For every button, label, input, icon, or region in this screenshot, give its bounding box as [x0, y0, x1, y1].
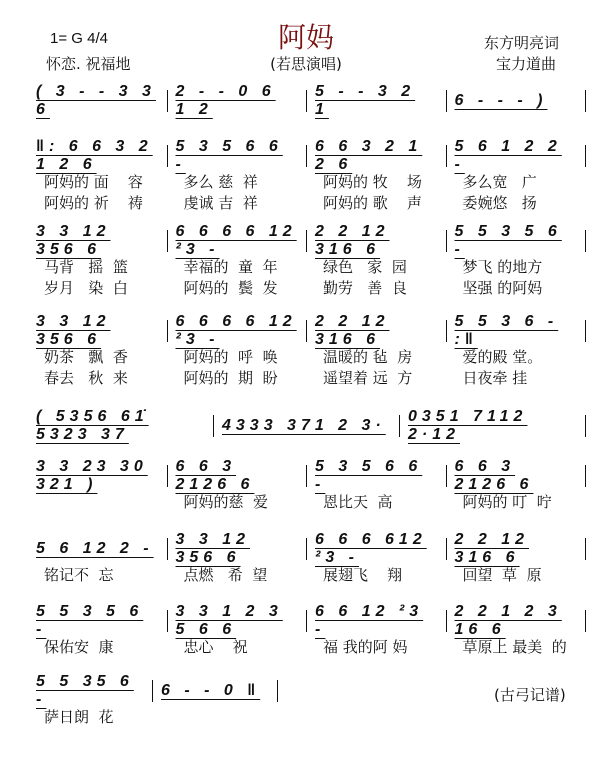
measure [168, 531, 308, 566]
measure [447, 531, 587, 566]
measure-notes: 6 6 3 2 1 2 6 [315, 138, 423, 173]
lyric-segment: 福 我的阿 妈 [323, 638, 408, 656]
measure [447, 138, 587, 173]
notation-line [28, 673, 278, 708]
measure-notes: 3 3 12 356 6 [175, 531, 250, 566]
measure [447, 458, 587, 493]
measure [168, 83, 308, 118]
measure [168, 603, 308, 638]
measure [168, 458, 308, 493]
composer-credit: 宝力道曲 [496, 55, 557, 73]
lyric-segment [28, 491, 168, 512]
lyric-segment: 勤劳 善 良 [323, 279, 407, 297]
measure [307, 138, 447, 173]
lyric-segment: 幸福的 童 年 [183, 258, 278, 276]
lyric-segment: 阿妈的 鬓 发 [183, 279, 278, 297]
measure-notes: 3 3 12 356 6 [36, 223, 111, 258]
lyric-segment: 春去 秋 来 [44, 369, 128, 387]
lyric-segment: 回望 草 原 [462, 566, 542, 584]
measure [28, 83, 168, 118]
lyricist-credit: 东方明亮词 [484, 34, 560, 52]
measure-notes: 5 6 12 2 - [36, 540, 154, 557]
notation-line [28, 83, 586, 118]
measure [307, 83, 447, 118]
measure [28, 603, 168, 638]
notation-line [28, 408, 586, 443]
lyrics-line [28, 346, 586, 367]
key-signature: 1= G 4/4 [50, 30, 108, 47]
lyrics-line [28, 256, 586, 277]
lyrics-line [28, 636, 586, 657]
lyric-segment: 马背 摇 篮 [44, 258, 128, 276]
lyric-segment: 爱的殿 堂。 [462, 348, 543, 366]
song-title: 阿妈 [277, 21, 334, 54]
lyric-segment: 梦飞 的地方 [462, 258, 543, 276]
measure [307, 603, 447, 638]
measure [168, 313, 308, 348]
notation-line [28, 223, 586, 258]
measure-notes: 6 6 6 6 12 ²3 - [175, 223, 297, 258]
measure [400, 408, 586, 443]
measure [447, 90, 587, 112]
notation-line [28, 603, 586, 638]
measure-notes: 5 5 3 5 6 - [454, 223, 562, 258]
measure-notes: ‖: 6 6 3 2 1 2 6 [36, 138, 153, 173]
notation-line [28, 138, 586, 173]
lyric-segment: 多么 慈 祥 [183, 173, 258, 191]
measure [28, 138, 168, 173]
lyrics-line [28, 491, 586, 512]
measure-notes: 5 3 5 6 6 - [175, 138, 283, 173]
measure-notes: 2 2 12 316 6 [454, 531, 529, 566]
lyric-segment: 阿妈的慈 爱 [183, 493, 269, 511]
measure [168, 138, 308, 173]
lyrics-line [28, 277, 586, 298]
lyric-segment: 展翅飞 翔 [323, 566, 403, 584]
notation-line [28, 313, 586, 348]
lyric-segment: 阿妈的 歌 声 [323, 194, 422, 212]
measure-notes: 2 - - 0 6 1 2 [175, 83, 276, 118]
measure-notes: 2 2 1 2 3 16 6 [454, 603, 562, 638]
measure [447, 313, 587, 348]
measure [28, 408, 214, 443]
measure [28, 223, 168, 258]
measure [28, 458, 168, 493]
measure [307, 313, 447, 348]
measure [28, 538, 168, 560]
lyric-segment: 阿妈的 呼 唤 [183, 348, 278, 366]
singer-credit: (若思演唱) [270, 55, 342, 73]
measure [214, 415, 400, 437]
measure-notes: 5 5 3 5 6 - [36, 603, 144, 638]
lyric-segment: 阿妈的 祈 祷 [44, 194, 143, 212]
measure-notes: 6 6 12 ²3 - [315, 603, 424, 638]
measure-notes: 6 6 3 2126 6 [454, 458, 534, 493]
lyrics-line [28, 171, 586, 192]
lyric-segment: 坚强 的阿妈 [462, 279, 543, 297]
lyrics-line [28, 564, 586, 585]
measure-notes: 5 - - 3 2 1 [315, 83, 416, 118]
lyrics-line [28, 706, 278, 727]
measure-notes: ( 3 - - 3 3 6 [36, 83, 156, 118]
lyric-segment: 绿色 家 园 [323, 258, 407, 276]
measure-notes: 3 3 1 2 3 5 6 6 [175, 603, 283, 638]
lyrics-line [28, 367, 586, 388]
lyric-segment: 日夜牵 挂 [462, 369, 528, 387]
measure-notes: 6 6 3 2126 6 [175, 458, 255, 493]
lyric-segment: 阿妈的 叮 咛 [462, 493, 552, 511]
lyric-segment: 委婉悠 扬 [462, 194, 537, 212]
measure-notes: 2 2 12 316 6 [315, 313, 390, 348]
measure-notes: 6 6 6 6 12 ²3 - [175, 313, 297, 348]
measure [307, 458, 447, 493]
measure-notes: 5 5 35 6 - [36, 673, 134, 708]
lyric-segment: 温暖的 毡 房 [323, 348, 413, 366]
measure [168, 223, 308, 258]
measure [307, 531, 447, 566]
measure-notes: 5 5 3 6 - :‖ [454, 313, 559, 348]
measure-notes: 5 6 1 2 2 - [454, 138, 562, 173]
lyric-segment: 恩比天 高 [323, 493, 393, 511]
measure-notes: 5 3 5 6 6 - [315, 458, 423, 493]
lyric-segment: 岁月 染 白 [44, 279, 128, 297]
lyric-segment: 遥望着 远 方 [323, 369, 413, 387]
measure-notes: 0351 7112 2·12 [408, 408, 528, 443]
lyric-segment: 保佑安 康 [44, 638, 114, 656]
lyric-segment: 多么宽 广 [462, 173, 537, 191]
measure-notes: 3 3 12 356 6 [36, 313, 111, 348]
measure [307, 223, 447, 258]
expression-marking: 怀恋. 祝福地 [46, 55, 131, 73]
lyric-segment: 点燃 希 望 [183, 566, 268, 584]
measure [28, 673, 153, 708]
notation-line [28, 458, 586, 493]
lyric-segment: 阿妈的 期 盼 [183, 369, 278, 387]
measure-notes: 2 2 12 316 6 [315, 223, 390, 258]
lyric-segment: 虔诚 吉 祥 [183, 194, 258, 212]
measure [153, 680, 278, 702]
measure-notes: 6 - - - ) [454, 92, 548, 109]
lyric-segment [153, 706, 278, 727]
lyric-segment: 铭记不 忘 [44, 566, 114, 584]
lyric-segment: 奶茶 飘 香 [44, 348, 128, 366]
lyric-segment: 萨日朗 花 [44, 708, 114, 726]
measure-notes: 6 6 6 612 ²3 - [315, 531, 427, 566]
transcriber-credit: (古弓记谱) [494, 686, 566, 704]
lyrics-line [28, 192, 586, 213]
lyric-segment: 阿妈的 面 容 [44, 173, 143, 191]
measure [28, 313, 168, 348]
lyric-segment: 忠心 祝 [183, 638, 248, 656]
notation-line [28, 531, 586, 566]
measure-notes: 4333 371 2 3· [222, 417, 386, 434]
measure [447, 603, 587, 638]
measure-notes: ( 5356 61̇ 5323 37 [36, 408, 149, 443]
lyric-segment: 草原上 最美 的 [462, 638, 567, 656]
lyric-segment: 阿妈的 牧 场 [323, 173, 422, 191]
measure-notes: 6 - - 0 ‖ [161, 682, 261, 699]
measure [447, 223, 587, 258]
measure-notes: 3 3 23 30 321 ) [36, 458, 148, 493]
